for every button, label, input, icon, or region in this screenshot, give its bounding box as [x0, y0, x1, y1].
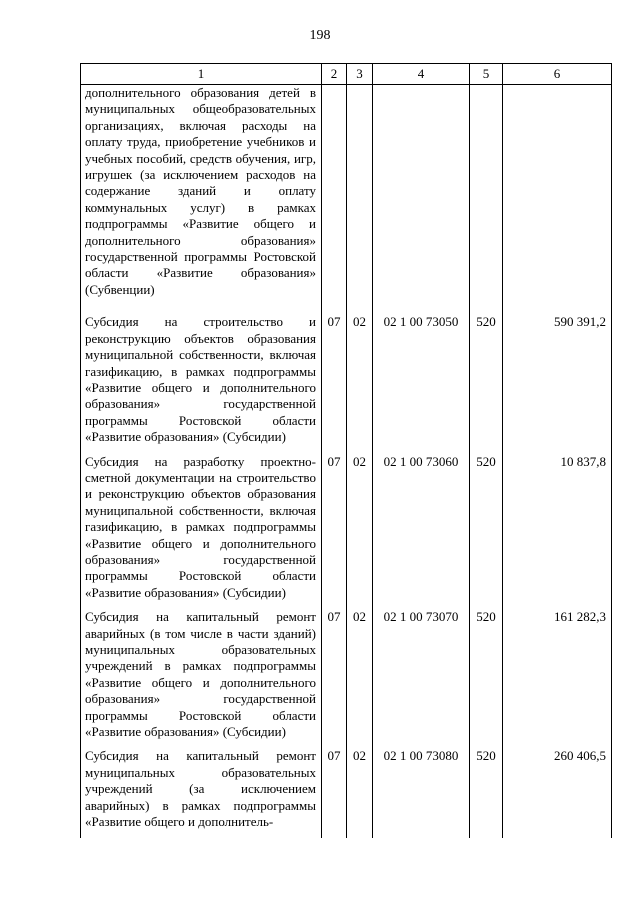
- header-col-1: 1: [81, 64, 322, 85]
- row-vr: 520: [470, 454, 503, 610]
- row-pr: [347, 85, 373, 315]
- row-pr: 02: [347, 314, 373, 453]
- row-csr: 02 1 00 73060: [373, 454, 470, 610]
- header-col-4: 4: [373, 64, 470, 85]
- row-pr: 02: [347, 454, 373, 610]
- row-amount: 161 282,3: [503, 609, 612, 748]
- row-pr: 02: [347, 609, 373, 748]
- row-description: Субсидия на капитальный ремонт аварийных (в том числе в части зданий) муниципальных образовательных учреждений в рамках подпрограммы «Развитие общего и дополнительного образования» государственной программы Ростовской области «Развитие образования» (Субсидии): [81, 609, 322, 748]
- row-rz: 07: [322, 609, 347, 748]
- page-number: 198: [309, 28, 331, 43]
- row-rz: 07: [322, 314, 347, 453]
- row-vr: [470, 85, 503, 315]
- row-csr: 02 1 00 73080: [373, 748, 470, 838]
- table-header-row: [81, 64, 612, 85]
- row-amount: [503, 85, 612, 315]
- row-description: Субсидия на разработку проектно-сметной документации на строительство и реконструкцию объектов образования муниципальной собственности, включая газификацию, в рамках подпрограммы «Развитие общего и дополнительного образования» государственной программы Ростовской области «Развитие образования» (Субсидии): [81, 454, 322, 610]
- header-col-2: 2: [322, 64, 347, 85]
- row-rz: [322, 85, 347, 315]
- table-row: [81, 85, 612, 315]
- row-vr: 520: [470, 314, 503, 453]
- row-rz: 07: [322, 454, 347, 610]
- row-csr: 02 1 00 73050: [373, 314, 470, 453]
- row-pr: 02: [347, 748, 373, 838]
- row-vr: 520: [470, 748, 503, 838]
- row-amount: 590 391,2: [503, 314, 612, 453]
- row-amount: 10 837,8: [503, 454, 612, 610]
- table-row: [81, 748, 612, 838]
- row-description: Субсидия на капитальный ремонт муниципальных образовательных учреждений (за исключением аварийных) в рамках подпрограммы «Развитие общего и дополнитель-: [81, 748, 322, 838]
- header-col-6: 6: [503, 64, 612, 85]
- header-col-5: 5: [470, 64, 503, 85]
- budget-table: [80, 63, 612, 838]
- table-row: [81, 314, 612, 453]
- row-csr: 02 1 00 73070: [373, 609, 470, 748]
- table-row: [81, 609, 612, 748]
- row-csr: [373, 85, 470, 315]
- row-description: дополнительного образования детей в муниципальных общеобразовательных организациях, включая расходы на оплату труда, приобретение учебников и учебных пособий, средств обучения, игр, игрушек (за исключением расходов на содержание зданий и оплату коммунальных услуг) в рамках подпрограммы «Развитие общего и дополнительного образования» государственной программы Ростовской области «Развитие образования» (Субвенции): [81, 85, 322, 315]
- row-rz: 07: [322, 748, 347, 838]
- row-description: Субсидия на строительство и реконструкцию объектов образования муниципальной собственности, включая газификацию, в рамках подпрограммы «Развитие общего и дополнительного образования» государственной программы Ростовской области «Развитие образования» (Субсидии): [81, 314, 322, 453]
- header-col-3: 3: [347, 64, 373, 85]
- row-amount: 260 406,5: [503, 748, 612, 838]
- row-vr: 520: [470, 609, 503, 748]
- table-row: [81, 454, 612, 610]
